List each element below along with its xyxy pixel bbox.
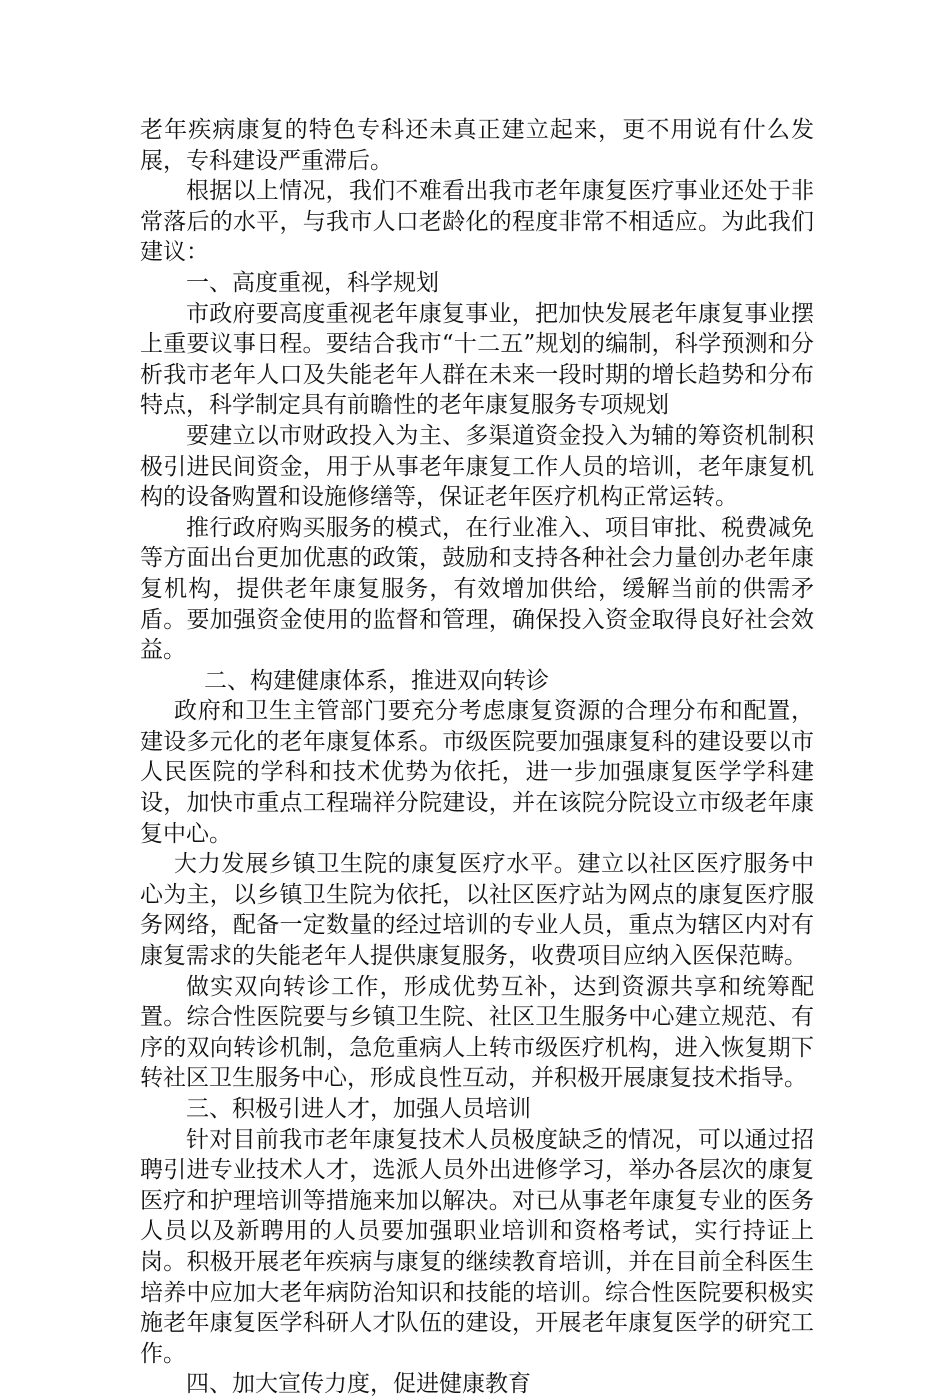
paragraph: 做实双向转诊工作，形成优势互补，达到资源共享和统筹配置。综合性医院要与乡镇卫生院、社区卫生服务中心建立规范、有序的双向转诊机制，急危重病人上转市级医疗机构，进入恢复期下转社区卫生服务中心，形成良性互动，并积极开展康复技术指导。 — [140, 973, 814, 1092]
paragraph: 大力发展乡镇卫生院的康复医疗水平。建立以社区医疗服务中心为主，以乡镇卫生院为依托，以社区医疗站为网点的康复医疗服务网络，配备一定数量的经过培训的专业人员，重点为辖区内对有康复需求的失能老年人提供康复服务，收费项目应纳入医保范畴。 — [140, 851, 814, 970]
paragraph: 政府和卫生主管部门要充分考虑康复资源的合理分布和配置，建设多元化的老年康复体系。市级医院要加强康复科的建设要以市人民医院的学科和技术优势为依托，进一步加强康复医学学科建设，加快市重点工程瑞祥分院建设，并在该院分院设立市级老年康复中心。 — [140, 698, 814, 847]
paragraph-summary: 根据以上情况，我们不难看出我市老年康复医疗事业还处于非常落后的水平，与我市人口老龄化的程度非常不相适应。为此我们建议： — [140, 178, 814, 266]
document-page — [140, 115, 814, 1400]
paragraph: 推行政府购买服务的模式，在行业准入、项目审批、税费减免等方面出台更加优惠的政策，鼓励和支持各种社会力量创办老年康复机构，提供老年康复服务，有效增加供给，缓解当前的供需矛盾。要加强资金使用的监督和管理，确保投入资金取得良好社会效益。 — [140, 514, 814, 664]
section-heading-2: 二、构建健康体系，推进双向转诊 — [204, 667, 549, 694]
paragraph-continuation: 老年疾病康复的特色专科还未真正建立起来，更不用说有什么发展，专科建设严重滞后。 — [140, 117, 814, 174]
section-heading-4: 四、加大宣传力度，促进健康教育 — [186, 1371, 531, 1398]
paragraph: 市政府要高度重视老年康复事业，把加快发展老年康复事业摆上重要议事日程。要结合我市“十二五”规划的编制，科学预测和分析我市老年人口及失能老年人群在未来一段时期的增长趋势和分布特点，科学制定具有前瞻性的老年康复服务专项规划 — [140, 300, 814, 419]
section-heading-3: 三、积极引进人才，加强人员培训 — [186, 1096, 531, 1122]
section-heading-1: 一、高度重视，科学规划 — [186, 269, 439, 296]
paragraph: 要建立以市财政投入为主、多渠道资金投入为辅的筹资机制积极引进民间资金，用于从事老年康复工作人员的培训，老年康复机构的设备购置和设施修缮等，保证老年医疗机构正常运转。 — [140, 422, 814, 511]
paragraph: 针对目前我市老年康复技术人员极度缺乏的情况，可以通过招聘引进专业技术人才，选派人员外出进修学习，举办各层次的康复医疗和护理培训等措施来加以解决。对已从事老年康复专业的医务人员以及新聘用的人员要加强职业培训和资格考试，实行持证上岗。积极开展老年疾病与康复的继续教育培训，并在目前全科医生培养中应加大老年病防治知识和技能的培训。综合性医院要积极实施老年康复医学科研人才队伍的建设，开展老年康复医学的研究工作。 — [140, 1126, 814, 1367]
